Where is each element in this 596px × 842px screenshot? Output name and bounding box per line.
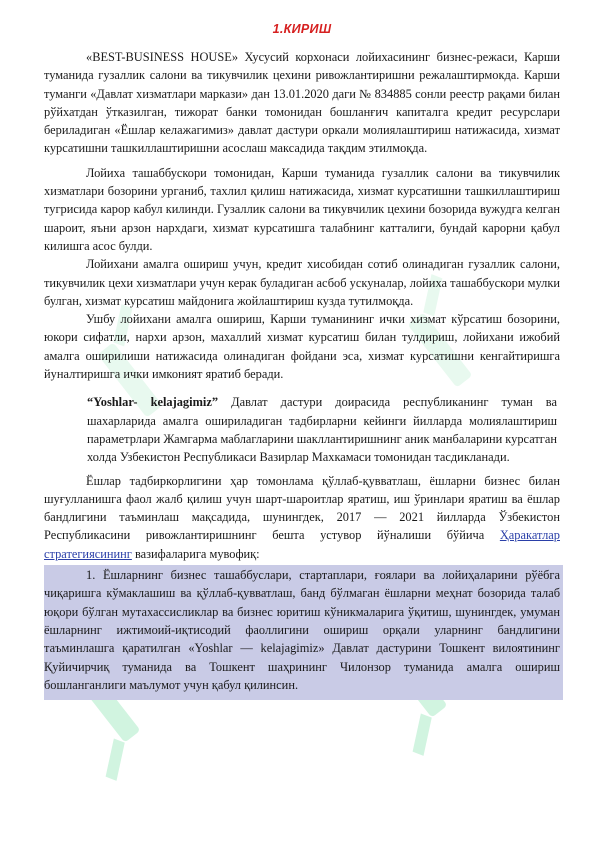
paragraph-market: Ушбу лойихани амалга ошириш, Карши туманининг ички хизмат кўрсатиш бозорини, юкори сифатли, нархи арзон, махаллий хизмат курсатиш билан тулдириш, лойихани ижобий амалга оширилиши натижасида олинадиган фойдани эса, хизмат курсатишни кенгайтиришга йуналтиришга ички имконият яратиб беради.	[44, 312, 560, 382]
paragraph-intro: «BEST-BUSINESS HOUSE» Хусусий корхонаси лойихасининг бизнес-режаси, Карши туманида гузаллик салони ва тикувчилик цехини ривожлантиришни режалаштирмокда. Карши туманги «Давлат хизматлари маркази» дан 13.01.2020 даги № 834885 сонли реестр рақами билан рўйхатдан ўтказилган, тижорат банки томонидан бошланғич капиталга кредит ресурслари бериладиган «Ёшлар келажагимиз» давлат дастури оркали молиялаштириш натижасида, хизмат курсатишни ташкиллаштиришни асослаш максадида тақдим этилмоқда.	[44, 50, 560, 156]
youth-support-text: Ёшлар тадбиркорлигини ҳар томонлама қўллаб-қувватлаш, ёшларни бизнес билан шуғулланишга фаол жалб қилиш учун шарт-шароитлар яратиш, иш ўринлари яратиш ва ёшлар бандлигини таъминлаш мақсадида, шунингдек, 2017 — 2021 йилларда Ўзбекистон Республикасини ривожлантиришнинг бешта устувор йўналиши бўйича	[44, 473, 560, 543]
program-text: Давлат дастури доирасида республиканинг туман ва шахарларида амалга ошириладиган тадбирларни кейинги йилларда молиялаштириш параметрлари Жамгарма маблагларини шакллантиришнинг аник манбаларини курсатган холда Узбекистон Республикаси Вазирлар Махкамаси томонидан тасдикланади.	[87, 395, 557, 465]
section-title: 1.КИРИШ	[272, 22, 332, 36]
youth-support-end: вазифаларига мувофиқ:	[131, 546, 260, 561]
strategy-link[interactable]: Ҳаракатлар стратегиясининг	[44, 528, 560, 561]
paragraph-youth-support	[44, 472, 560, 563]
paragraph-initiator: Лойиха ташаббускори томонидан, Карши туманида гузаллик салони ва тикувчилик хизматлари бозорини урганиб, тахлил қилиш натижасида, хизмат курсатишни ташкиллаштириш тугрисида карор кабул килинди. Гузаллик салони ва тикувчилик цехини бозорида вужудга келган шароит, яъни арзон нархдаги, хизмат курсатишга талабнинг катталиги, бундай карорни қабул килишга асос булди.	[44, 165, 560, 253]
paragraph-implementation: Лойихани амалга ошириш учун, кредит хисобидан сотиб олинадиган гузаллик салони, тикувчилик цехи хизматлари учун керак буладиган асбоб ускуналар, лойиха ташаббускори мулки булган, хизмат курсатиш майдонига жойлаштириш кузда тутилмоқда.	[44, 257, 560, 308]
program-name: “Yoshlar- kelajagimiz”	[87, 395, 219, 410]
paragraph-program	[44, 393, 560, 466]
paragraph-resolution-highlighted: 1. Ёшларнинг бизнес ташаббуслари, стартаплари, ғоялари ва лойиҳаларини рўёбга чиқаришга кўмаклашиш ва қўллаб-қувватлаш, банд бўлмаган ёшларни меҳнат бозорида талаб юқори бўлган мутахассисликлар ва бизнес юритиш кўникмаларига ўқитиш, шунингдек, умуман ёшларнинг ижтимоий-иқтисодий фаоллигини ошириш орқали уларнинг бандлигини таъминлашга қаратилган «Yoshlar — kelajagimiz» Давлат дастурини Тошкент вилоятининг Қуйичирчиқ туманида ва Тошкент шаҳрининг Чилонзор туманида амалга ошириш бошланганлиги маълумот учун қабул қилинсин.	[44, 565, 563, 700]
